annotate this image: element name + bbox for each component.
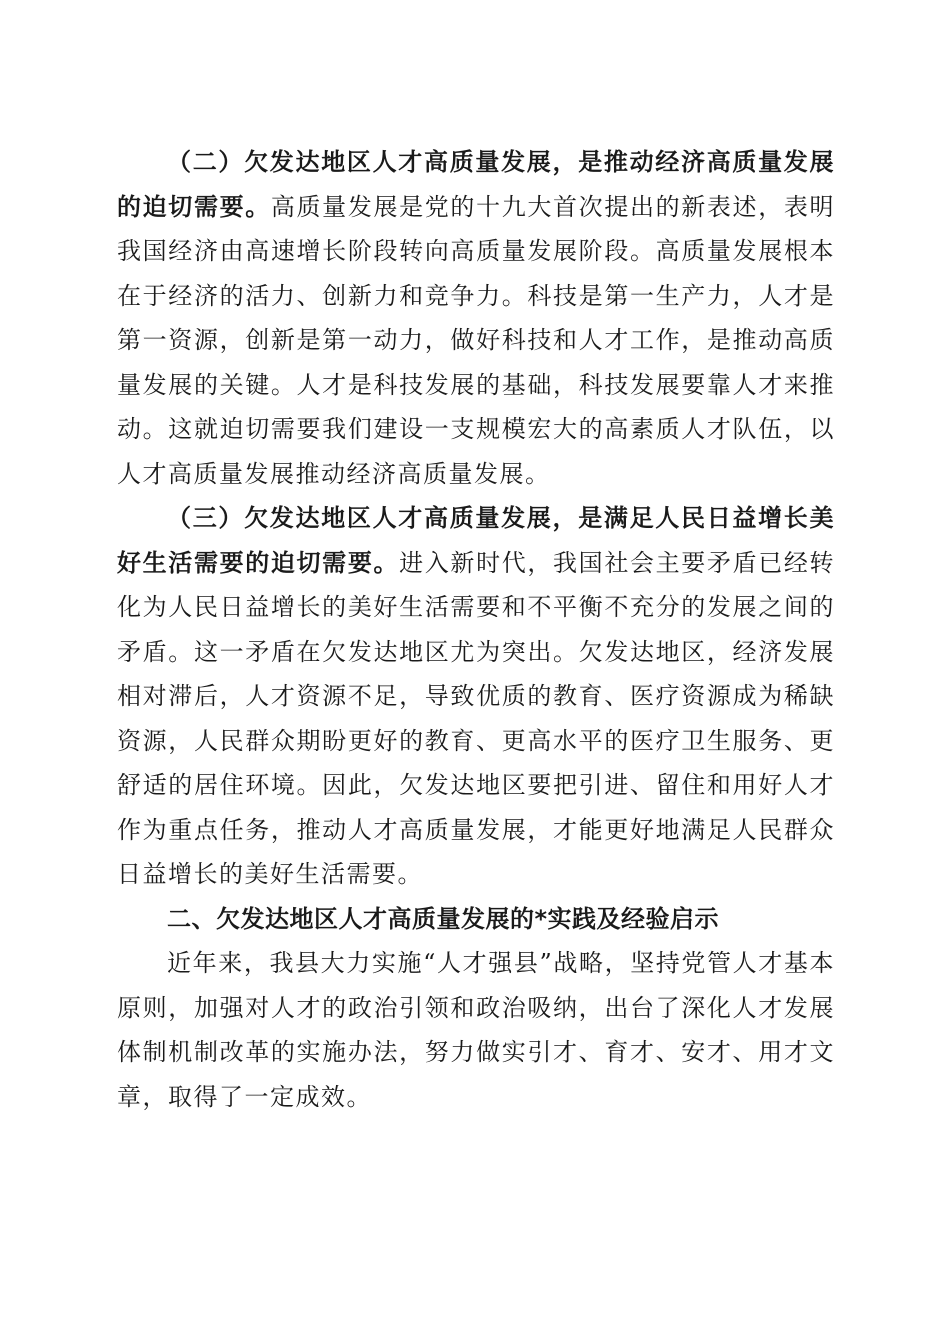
- paragraph-text: 高质量发展是党的十九大首次提出的新表述，表明我国经济由高速增长阶段转向高质量发展阶段。高质量发展根本在于经济的活力、创新力和竞争力。科技是第一生产力，人才是第一资源，创新是第一动力，做好科技和人才工作，是推动高质量发展的关键。人才是科技发展的基础，科技发展要靠人才来推动。这就迫切需要我们建设一支规模宏大的高素质人才队伍，以人才高质量发展推动经济高质量发展。: [117, 192, 836, 488]
- paragraph-better-life: [117, 496, 835, 897]
- document-body: [117, 140, 835, 1119]
- paragraph-economic-development: [117, 140, 835, 496]
- paragraph-text: 进入新时代，我国社会主要矛盾已经转化为人民日益增长的美好生活需要和不平衡不充分的发展之间的矛盾。这一矛盾在欠发达地区尤为突出。欠发达地区，经济发展相对滞后，人才资源不足，导致优质的教育、医疗资源成为稀缺资源，人民群众期盼更好的教育、更高水平的医疗卫生服务、更舒适的居住环境。因此，欠发达地区要把引进、留住和用好人才作为重点任务，推动人才高质量发展，才能更好地满足人民群众日益增长的美好生活需要。: [117, 548, 836, 888]
- section-heading: 二、欠发达地区人才高质量发展的*实践及经验启示: [167, 904, 720, 933]
- paragraph-lead: （三）欠发达地区人才高质量发展，是满足人民日益增长美好生活需要的迫切需要。: [117, 503, 835, 577]
- paragraph-lead: （二）欠发达地区人才高质量发展，是推动经济高质量发展的迫切需要。: [117, 147, 835, 221]
- paragraph-county-practice: 近年来，我县大力实施“人才强县”战略，坚持党管人才基本原则，加强对人才的政治引领和政治吸纳，出台了深化人才发展体制机制改革的实施办法，努力做实引才、育才、安才、用才文章，取得了一定成效。: [117, 949, 835, 1111]
